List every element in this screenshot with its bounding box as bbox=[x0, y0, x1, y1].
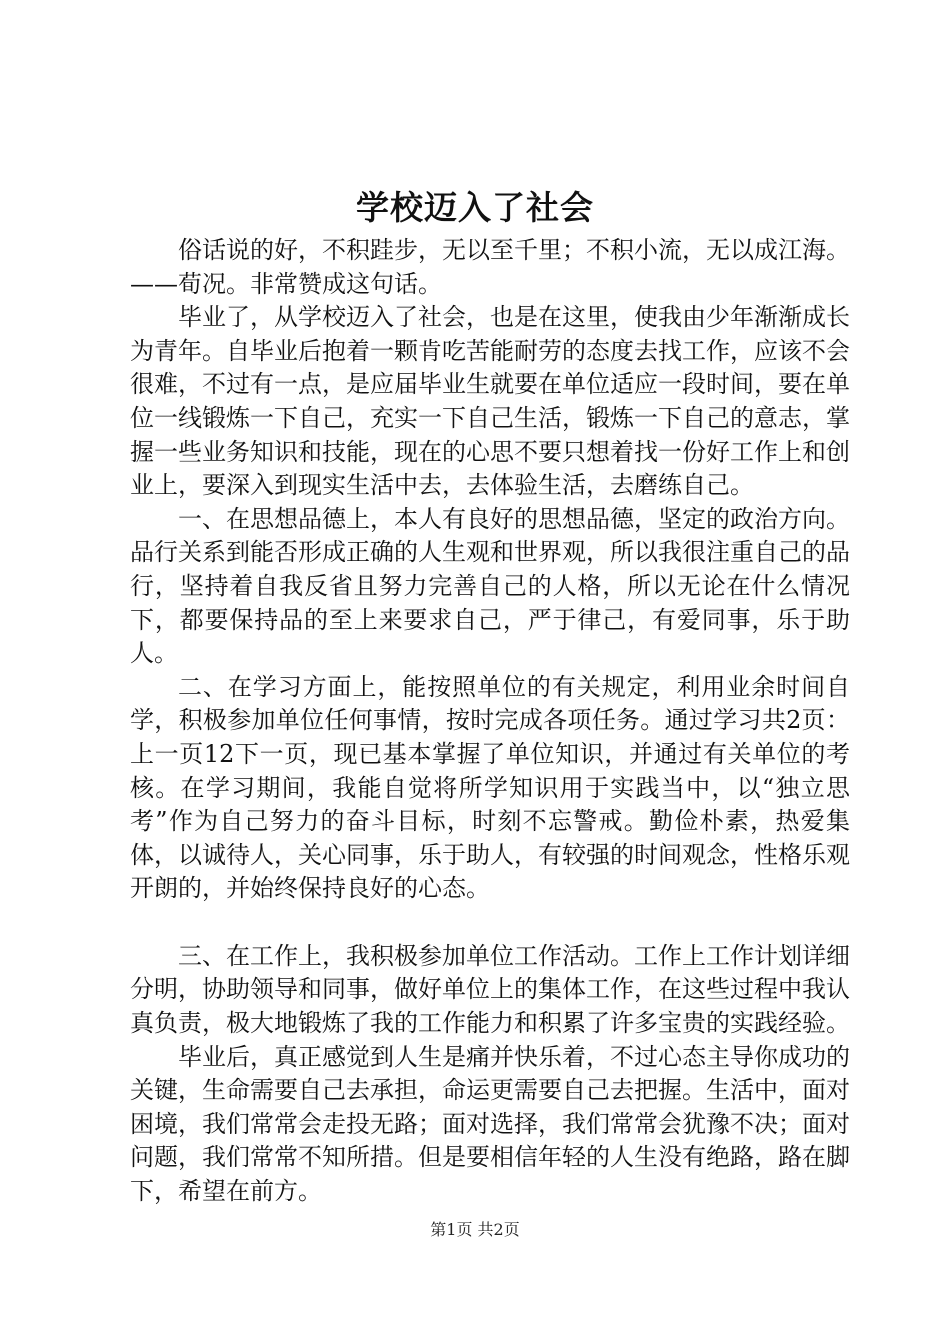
document-body bbox=[130, 234, 850, 1209]
paragraph-2: 毕业了，从学校迈入了社会，也是在这里，使我由少年渐渐成长为青年。自毕业后抱着一颗肯吃苦能耐劳的态度去找工作，应该不会很难，不过有一点，是应届毕业生就要在单位适应一段时间，要在单位一线锻炼一下自己，充实一下自己生活，锻炼一下自己的意志，掌握一些业务知识和技能，现在的心思不要只想着找一份好工作上和创业上，要深入到现实生活中去，去体验生活，去磨练自己。 bbox=[130, 303, 850, 500]
paragraph-1: 俗话说的好，不积跬步，无以至千里；不积小流，无以成江海。——荀况。非常赞成这句话。 bbox=[130, 236, 850, 298]
paragraph-3: 一、在思想品德上，本人有良好的思想品德，坚定的政治方向。品行关系到能否形成正确的人生观和世界观，所以我很注重自己的品行，坚持着自我反省且努力完善自己的人格，所以无论在什么情况下，都要保持品的至上来要求自己，严于律己，有爱同事，乐于助人。 bbox=[130, 504, 850, 668]
paragraph-5: 三、在工作上，我积极参加单位工作活动。工作上工作计划详细分明，协助领导和同事，做好单位上的集体工作，在这些过程中我认真负责，极大地锻炼了我的工作能力和积累了许多宝贵的实践经验。 bbox=[130, 941, 850, 1038]
paragraph-4: 二、在学习方面上，能按照单位的有关规定，利用业余时间自学，积极参加单位任何事情，按时完成各项任务。通过学习共2页：上一页12下一页，现已基本掌握了单位知识，并通过有关单位的考核。在学习期间，我能自觉将所学知识用于实践当中，以“独立思考”作为自己努力的奋斗目标，时刻不忘警戒。勤俭朴素，热爱集体，以诚待人，关心同事，乐于助人，有较强的时间观念，性格乐观开朗的，并始终保持良好的心态。 bbox=[130, 672, 850, 903]
page-number-footer: 第1页 共2页 bbox=[430, 1220, 520, 1239]
paragraph-6: 毕业后，真正感觉到人生是痛并快乐着，不过心态主导你成功的关键，生命需要自己去承担，命运更需要自己去把握。生活中，面对困境，我们常常会走投无路；面对选择，我们常常会犹豫不决；面对问题，我们常常不知所措。但是要相信年轻的人生没有绝路，路在脚下，希望在前方。 bbox=[130, 1042, 850, 1206]
document-title: 学校迈入了社会 bbox=[356, 188, 594, 227]
